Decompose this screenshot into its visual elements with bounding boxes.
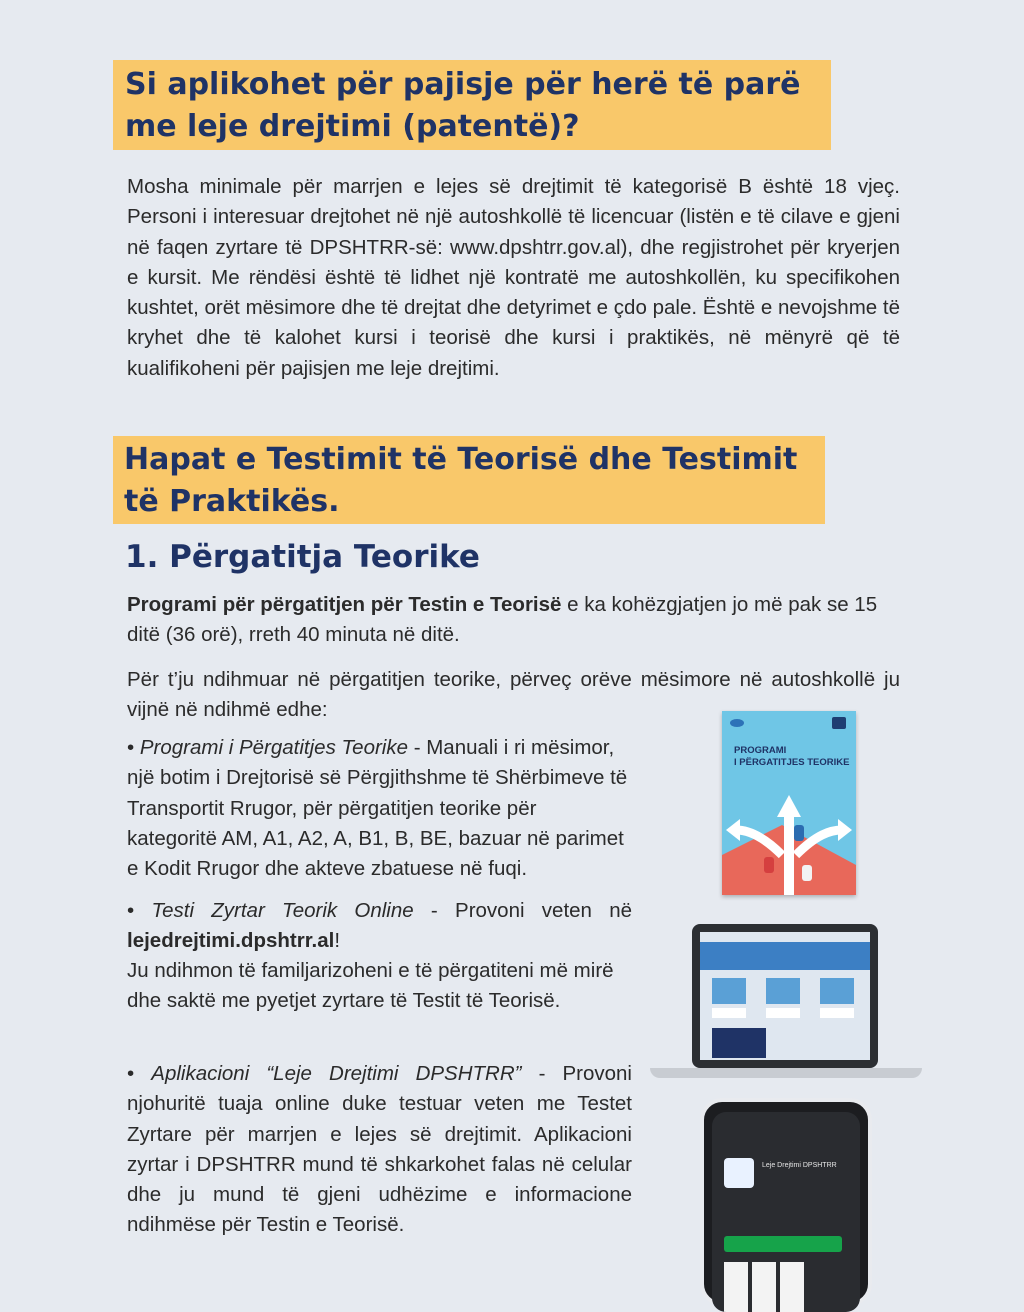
item-text-online-test: Ju ndihmon të familjarizoheni e të përgatiteni më mirë dhe saktë me pyetjet zyrtare të Testit të Teorisë.	[127, 959, 614, 1013]
bullet: •	[127, 1062, 152, 1085]
laptop-website-image	[650, 922, 922, 1082]
ministry-emblem	[832, 717, 846, 729]
paragraph-program-duration	[127, 590, 902, 651]
heading-highlight-1	[113, 60, 831, 150]
item-text-app: - Provoni njohuritë tuaja online duke testuar veten me Testet Zyrtare për marrjen e lejes së drejtimit. Aplikacioni zyrtar i DPSHTRR mund të shkarkohet falas në celular dhe ju mund të gjeni udhëzime e informacione ndihmëse për Testin e Teorisë.	[127, 1062, 632, 1237]
item-pre-online-test: - Provoni veten në	[413, 899, 633, 922]
link-lejedrejtimi[interactable]: lejedrejtimi.dpshtrr.al	[127, 929, 335, 953]
laptop-lid	[692, 924, 878, 1068]
laptop-base	[650, 1068, 922, 1078]
book-title: PROGRAMI I PËRGATITJES TEORIKE	[734, 745, 850, 768]
dpshtrr-logo	[730, 719, 744, 727]
bullet: •	[127, 736, 140, 759]
list-item-app	[127, 1059, 632, 1241]
install-button	[724, 1236, 842, 1252]
laptop-screen	[700, 932, 870, 1060]
app-icon	[724, 1158, 754, 1188]
item-title-app: Aplikacioni “Leje Drejtimi DPSHTRR”	[151, 1062, 522, 1085]
book-cover-image	[722, 711, 856, 895]
list-item-manual	[127, 733, 632, 884]
item-text-manual: - Manuali i ri mësimor, një botim i Drejtorisë së Përgjithshme të Shërbimeve të Transportit Rrugor, për përgatitjen teorike për kategoritë AM, A1, A2, A, B1, B, BE, bazuar në parimet e Kodit Rrugor dhe akteve zbatuese në fuqi.	[127, 736, 628, 881]
bullet: •	[127, 899, 152, 922]
phone-screen	[712, 1112, 860, 1312]
program-duration-text: e ka kohëzgjatjen jo më pak se 15 ditë (36 orë), rreth 40 minuta në ditë.	[127, 593, 878, 647]
list-item-online-test	[127, 896, 632, 957]
road-arrows-illustration	[722, 785, 856, 895]
program-bold-text: Programi për përgatitjen për Testin e Teorisë	[127, 593, 562, 616]
app-name: Leje Drejtimi DPSHTRR	[762, 1162, 837, 1169]
phone-app-image	[700, 1098, 872, 1306]
item-title-online-test: Testi Zyrtar Teorik Online	[151, 899, 414, 922]
section-heading-testing-steps: Hapat e Testimit të Teorisë dhe Testimit të Praktikës.	[124, 442, 798, 519]
section-heading-application: Si aplikohet për pajisje për herë të parë me leje drejtimi (patentë)?	[125, 67, 801, 144]
paragraph-help-intro: Për t’ju ndihmuar në përgatitjen teorike, përveç orëve mësimore në autoshkollë ju vijnë në ndihmë edhe:	[127, 668, 900, 722]
item-title-manual: Programi i Përgatitjes Teorike	[139, 736, 409, 759]
heading-highlight-2	[113, 436, 825, 524]
exclamation: !	[334, 929, 341, 953]
paragraph-requirements: Mosha minimale për marrjen e lejes së drejtimit të kategorisë B është 18 vjeç. Personi i interesuar drejtohet në një autoshkollë të licencuar (listën e të cilave e gjeni në faqen zyrtare të DPSHTRR-së: www.dpshtrr.gov.al), dhe regjistrohet për kryerjen e kursit. Me rëndësi është të lidhet një kontratë me autoshkollën, ku specifikohen kushtet, orët mësimore dhe të drejtat dhe detyrimet e çdo pale. Është e nevojshme të kryhet dhe të kalohet kursi i teorisë dhe kursi i praktikës, në mënyrë që të kualifikoheni për pajisjen me leje drejtimi.	[127, 175, 900, 380]
subheading-theory-prep: 1. Përgatitja Teorike	[125, 539, 480, 575]
